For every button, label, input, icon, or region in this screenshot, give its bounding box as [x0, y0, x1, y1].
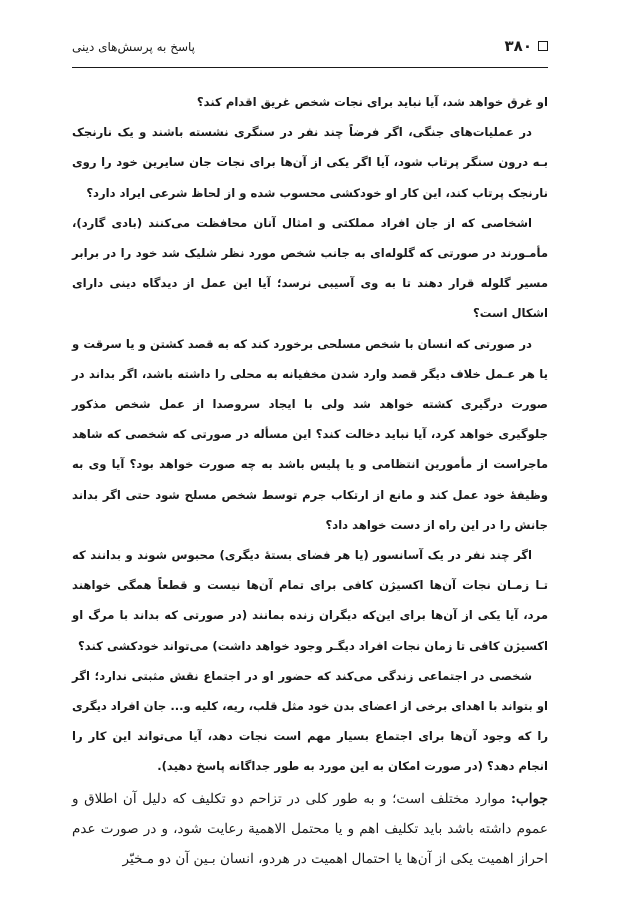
page-number: ۳۸۰	[504, 37, 532, 55]
body-text	[72, 87, 548, 874]
question-paragraph: شخصی در اجتماعی زندگی می‌کند که حضور او در اجتماع نقش مثبتی ندارد؛ اگر او بتواند با اهدای برخی از اعضای بدن خود مثل قلب، ریه، کلیه و... جان افراد دیگری را که وجود آن‌ها برای اجتماع بسیار مهم است نجات دهد، آیا می‌تواند این کار را انجام دهد؟ (در صورت امکان به این مورد به طور جداگانه پاسخ دهید).	[72, 668, 548, 774]
question-paragraph: اشخاصی که از جان افراد مملکتی و امثال آنان محافظت می‌کنند (بادی گارد)، مأمـورند در صورتی که گلوله‌ای به جانب شخص مورد نظر شلیک شد خود را در برابر مسیر گلوله قرار دهند تا به وی آسیبی نرسد؛ آیا این عمل از دیدگاه دینی دارای اشکال است؟	[72, 215, 548, 321]
square-bullet-icon	[538, 41, 548, 51]
question-continuation: او غرق خواهد شد، آیا نباید برای نجات شخص غریق اقدام کند؟	[196, 95, 548, 109]
answer-text: موارد مختلف است؛ و به طور کلی در تزاحم دو تکلیف که دلیل آن اطلاق و عموم داشته باشد باید تکلیف اهم و یا محتمل الاهمیة رعایت شود، و در صورت عدم احراز اهمیت یکی از آن‌ها یا احتمال اهمیت در هردو، انسان بـین آن دو مـخیّر	[72, 790, 548, 867]
page-number-group	[505, 36, 548, 56]
question-paragraph: در صورتی که انسان با شخص مسلحی برخورد کند که به قصد کشتن و یا سرقت و یا هر عـمل خلاف دیگر قصد وارد شدن مخفیانه به محلی را داشته باشد، اگر بداند در صورت درگیری کشته خواهد شد ولی با ایجاد سروصدا از عمل شخص مذکور جلوگیری خواهد کرد، آیا نباید دخالت کند؟ این مسأله در صورتی که شخصی که شاهد ماجراست از مأمورین انتظامی و یا پلیس باشد به چه صورت خواهد بود؟ آیا وی به وظیفهٔ خود عمل کند و مانع از ارتکاب جرم توسط شخص مسلح شود حتی اگر بداند جانش را در این راه از دست خواهد داد؟	[72, 336, 548, 532]
running-title: پاسخ به پرسش‌های دینی	[72, 40, 196, 54]
header-rule	[72, 67, 548, 68]
page-header	[72, 36, 548, 62]
answer-paragraph	[72, 784, 548, 874]
answer-label: جواب:	[510, 790, 548, 807]
question-paragraph: اگر چند نفر در یک آسانسور (یا هر فضای بستهٔ دیگری) محبوس شوند و بدانند که تـا زمـان نجات آن‌ها اکسیژن کافی برای تمام آن‌ها نیست و قطعاً همگی خواهند مرد، آیا یکی از آن‌ها برای این‌که دیگران زنده بمانند (در صورتی که بداند با مرگ او اکسیژن کافی تا زمان نجات افراد دیگـر وجود خواهد داشت) می‌تواند خودکشی کند؟	[72, 548, 548, 653]
question-paragraph: در عملیات‌های جنگی، اگر فرضاً چند نفر در سنگری نشسته باشند و یک نارنجک بـه درون سنگر پرتاب شود، آیا اگر یکی از آن‌ها برای نجات جان سایرین خود را روی نارنجک پرتاب کند، این کار او خودکشی محسوب شده و از لحاظ شرعی ایراد دارد؟	[72, 125, 548, 200]
